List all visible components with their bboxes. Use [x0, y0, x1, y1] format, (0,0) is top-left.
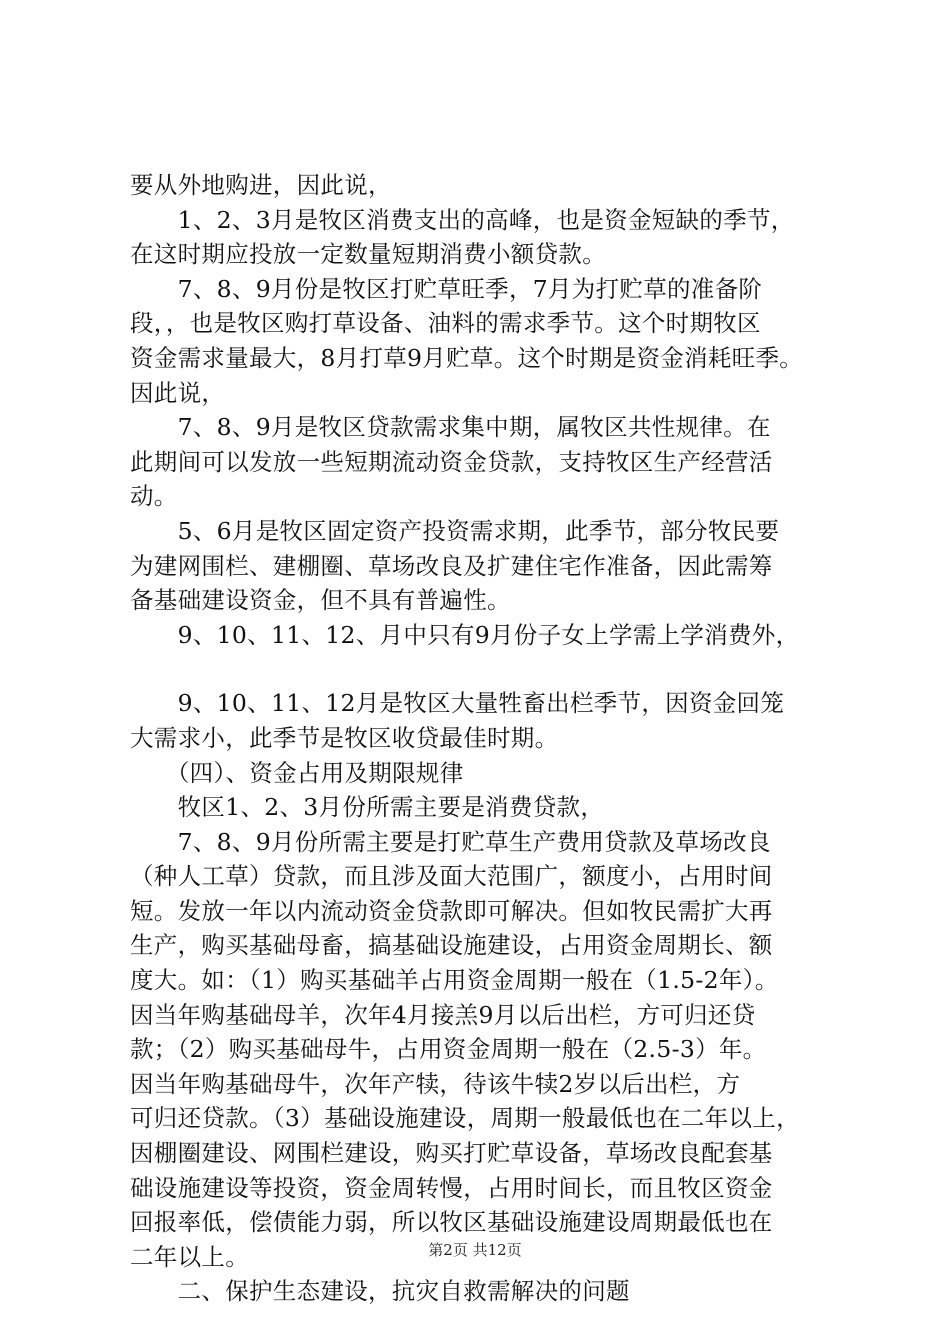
text-line: 7、8、9月份所需主要是打贮草生产费用贷款及草场改良 — [130, 827, 771, 856]
text-line: 动。 — [130, 482, 178, 511]
page-footer: 第2页 共12页 — [428, 1241, 522, 1259]
text-line: 要从外地购进，因此说， — [130, 171, 392, 199]
text-line: 1、2、3月是牧区消费支出的高峰，也是资金短缺的季节， — [130, 205, 795, 234]
text-line: 为建网围栏、建棚圈、草场改良及扩建住宅作准备，因此需筹 — [130, 551, 773, 580]
text-line: 可归还贷款。（3）基础设施建设，周期一般最低也在二年以上， — [130, 1104, 800, 1133]
body-text — [130, 168, 830, 1309]
text-line: 备基础建设资金，但不具有普遍性。 — [130, 586, 511, 615]
paragraph — [130, 790, 830, 825]
text-line: 度大。如：（1）购买基础羊占用资金周期一般在（1.5-2年）。 — [130, 966, 779, 995]
text-line: 短。发放一年以内流动资金贷款即可解决。但如牧民需扩大再 — [130, 896, 773, 925]
text-line: 5、6月是牧区固定资产投资需求期，此季节，部分牧民要 — [130, 516, 780, 545]
section-heading — [130, 1274, 830, 1309]
text-line: 因此说， — [130, 378, 226, 407]
text-line: 9、10、11、12、月中只有9月份子女上学需上学消费外， — [130, 620, 800, 649]
paragraph — [130, 410, 830, 514]
text-line: 7、8、9月是牧区贷款需求集中期，属牧区共性规律。在 — [130, 413, 771, 442]
text-line: 9、10、11、12月是牧区大量牲畜出栏季节，因资金回笼 — [130, 689, 785, 718]
paragraph — [130, 272, 830, 410]
paragraph — [130, 825, 830, 1275]
text-line: 回报率低，偿债能力弱，所以牧区基础设施建设周期最低也在 — [130, 1208, 773, 1237]
paragraph — [130, 203, 830, 272]
text-line: 生产，购买基础母畜，搞基础设施建设，占用资金周期长、额 — [130, 931, 773, 960]
text-line: 因当年购基础母牛，次年产犊，待该牛犊2岁以后出栏，方 — [130, 1069, 741, 1098]
text-line: 因当年购基础母羊，次年4月接羔9月以后出栏，方可归还贷 — [130, 1000, 756, 1029]
text-line: 在这时期应投放一定数量短期消费小额贷款。 — [130, 240, 606, 269]
text-line: 款；（2）购买基础母牛，占用资金周期一般在（2.5-3）年。 — [130, 1035, 767, 1064]
paragraph — [130, 514, 830, 618]
paragraph — [130, 686, 830, 755]
text-line: 二年以上。 — [130, 1242, 249, 1271]
blank-line — [130, 652, 830, 686]
text-line: 二、保护生态建设，抗灾自救需解决的问题 — [130, 1277, 630, 1306]
text-line: 牧区1、2、3月份所需主要是消费贷款， — [130, 793, 605, 822]
text-line: 段，，也是牧区购打草设备、油料的需求季节。这个时期牧区 — [130, 309, 761, 338]
text-line: 此期间可以发放一些短期流动资金贷款，支持牧区生产经营活 — [130, 447, 773, 476]
paragraph — [130, 618, 830, 653]
text-line: （四）、资金占用及期限规律 — [130, 758, 464, 787]
paragraph — [130, 168, 830, 203]
text-line: 础设施建设等投资，资金周转慢，占用时间长，而且牧区资金 — [130, 1173, 773, 1202]
text-line: 资金需求量最大，8月打草9月贮草。这个时期是资金消耗旺季。 — [130, 343, 804, 372]
text-line: 7、8、9月份是牧区打贮草旺季，7月为打贮草的准备阶 — [130, 274, 763, 303]
text-line: （种人工草）贷款，而且涉及面大范围广，额度小，占用时间 — [130, 862, 773, 891]
text-line: 大需求小，此季节是牧区收贷最佳时期。 — [130, 723, 559, 752]
text-line: 因棚圈建设、网围栏建设，购买打贮草设备，草场改良配套基 — [130, 1139, 773, 1168]
section-heading — [130, 756, 830, 791]
